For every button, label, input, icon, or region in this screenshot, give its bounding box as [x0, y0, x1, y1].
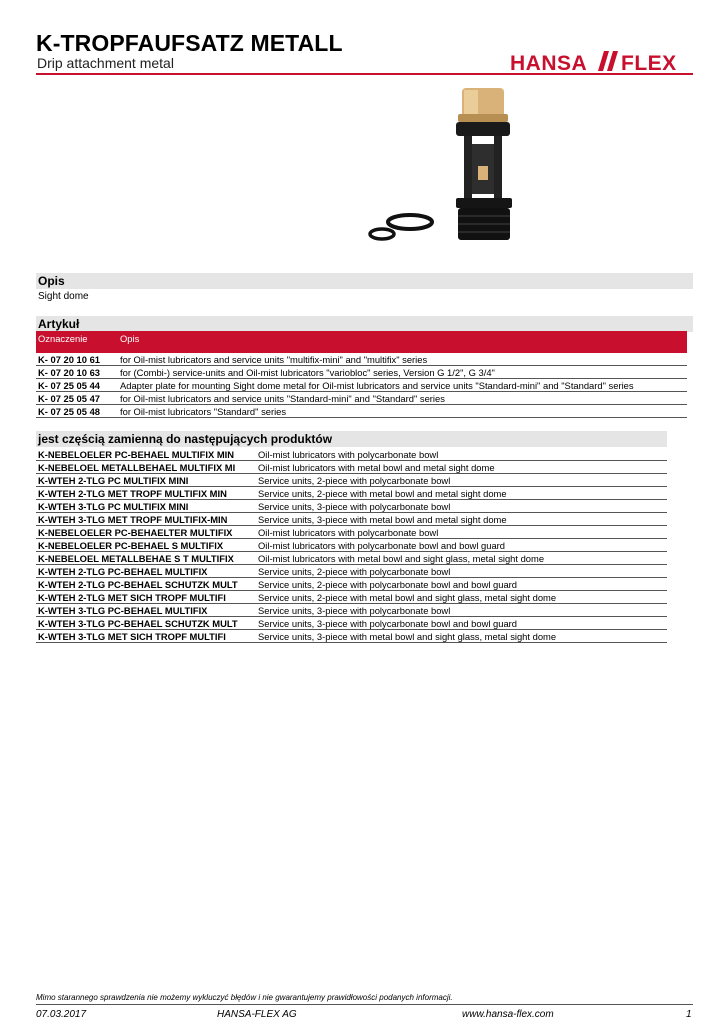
table-row: [36, 591, 667, 604]
part-code: K-NEBELOELER PC-BEHAELTER MULTIFIX: [36, 526, 256, 539]
part-code: K-WTEH 2-TLG PC-BEHAEL SCHUTZK MULT: [36, 578, 256, 591]
artykul-heading: Artykuł: [36, 316, 693, 332]
part-description: Service units, 3-piece with metal bowl and metal sight dome: [256, 513, 667, 526]
article-description: Adapter plate for mounting Sight dome metal for Oil-mist lubricators and service units "Standard-mini" and "Standard" series: [118, 379, 687, 392]
part-description: Oil-mist lubricators with polycarbonate bowl and bowl guard: [256, 539, 667, 552]
table-row: [36, 448, 667, 461]
footer-company: HANSA-FLEX AG: [217, 1009, 297, 1020]
part-code: K-WTEH 3-TLG MET SICH TROPF MULTIFI: [36, 630, 256, 643]
part-description: Oil-mist lubricators with polycarbonate bowl: [256, 526, 667, 539]
table-row: [36, 552, 667, 565]
part-code: K-NEBELOEL METALLBEHAEL MULTIFIX MI: [36, 461, 256, 474]
column-header-code: Oznaczenie: [36, 331, 118, 353]
part-code: K-WTEH 3-TLG PC-BEHAEL SCHUTZK MULT: [36, 617, 256, 630]
table-row: [36, 366, 687, 379]
svg-text:HANSA: HANSA: [510, 52, 588, 73]
part-code: K-NEBELOELER PC-BEHAEL S MULTIFIX: [36, 539, 256, 552]
column-header-description: Opis: [118, 331, 687, 353]
article-code: K- 07 25 05 47: [36, 392, 118, 405]
svg-text:FLEX: FLEX: [621, 52, 677, 73]
part-description: Service units, 2-piece with metal bowl and sight glass, metal sight dome: [256, 591, 667, 604]
article-code: K- 07 20 10 61: [36, 353, 118, 366]
article-table: [36, 331, 687, 418]
part-description: Service units, 3-piece with metal bowl and sight glass, metal sight dome: [256, 630, 667, 643]
table-row: [36, 487, 667, 500]
article-description: for Oil-mist lubricators and service units "Standard-mini" and "Standard" series: [118, 392, 687, 405]
footer-website[interactable]: www.hansa-flex.com: [462, 1009, 554, 1020]
article-description: for Oil-mist lubricators "Standard" series: [118, 405, 687, 418]
article-code: K- 07 25 05 48: [36, 405, 118, 418]
table-row: [36, 539, 667, 552]
table-row: [36, 405, 687, 418]
part-description: Service units, 3-piece with polycarbonate bowl: [256, 500, 667, 513]
footer-disclaimer: Mimo starannego sprawdzenia nie możemy wykluczyć błędów i nie gwarantujemy prawidłowości podanych informacji.: [36, 993, 453, 1002]
part-description: Service units, 3-piece with polycarbonate bowl and bowl guard: [256, 617, 667, 630]
page-title: K-TROPFAUFSATZ METALL: [36, 30, 343, 56]
part-code: K-WTEH 2-TLG MET TROPF MULTIFIX MIN: [36, 487, 256, 500]
footer-rule: [36, 1004, 693, 1005]
table-row: [36, 578, 667, 591]
part-code: K-WTEH 3-TLG PC-BEHAEL MULTIFIX: [36, 604, 256, 617]
part-description: Service units, 2-piece with polycarbonate bowl: [256, 565, 667, 578]
part-code: K-WTEH 2-TLG PC MULTIFIX MINI: [36, 474, 256, 487]
table-row: [36, 513, 667, 526]
drip-attachment-image: [360, 84, 540, 254]
part-description: Service units, 3-piece with polycarbonate bowl: [256, 604, 667, 617]
part-code: K-WTEH 3-TLG PC MULTIFIX MINI: [36, 500, 256, 513]
part-code: K-NEBELOELER PC-BEHAEL MULTIFIX MIN: [36, 448, 256, 461]
footer-page-number: 1: [686, 1009, 692, 1020]
table-row: [36, 474, 667, 487]
table-row: [36, 353, 687, 366]
part-description: Oil-mist lubricators with metal bowl and metal sight dome: [256, 461, 667, 474]
part-description: Service units, 2-piece with polycarbonate bowl and bowl guard: [256, 578, 667, 591]
part-code: K-WTEH 2-TLG PC-BEHAEL MULTIFIX: [36, 565, 256, 578]
title-rule: [36, 73, 693, 75]
article-code: K- 07 25 05 44: [36, 379, 118, 392]
table-row: [36, 379, 687, 392]
part-description: Service units, 2-piece with polycarbonate bowl: [256, 474, 667, 487]
article-description: for (Combi-) service-units and Oil-mist lubricators "variobloc" series, Version G 1/2", G 3/4": [118, 366, 687, 379]
part-code: K-NEBELOEL METALLBEHAE S T MULTIFIX: [36, 552, 256, 565]
table-row: [36, 461, 667, 474]
table-row: [36, 526, 667, 539]
part-code: K-WTEH 2-TLG MET SICH TROPF MULTIFI: [36, 591, 256, 604]
part-description: Oil-mist lubricators with metal bowl and sight glass, metal sight dome: [256, 552, 667, 565]
opis-heading: Opis: [36, 273, 693, 289]
article-code: K- 07 20 10 63: [36, 366, 118, 379]
parts-heading: jest częścią zamienną do następujących produktów: [36, 431, 667, 447]
table-row: [36, 565, 667, 578]
opis-text: Sight dome: [38, 291, 89, 302]
article-description: for Oil-mist lubricators and service units "multifix-mini" and "multifix" series: [118, 353, 687, 366]
hansa-flex-logo: [510, 49, 694, 73]
footer-date: 07.03.2017: [36, 1009, 87, 1020]
table-row: [36, 392, 687, 405]
table-row: [36, 604, 667, 617]
part-code: K-WTEH 3-TLG MET TROPF MULTIFIX-MIN: [36, 513, 256, 526]
table-row: [36, 500, 667, 513]
part-description: Service units, 2-piece with metal bowl and metal sight dome: [256, 487, 667, 500]
table-row: [36, 617, 667, 630]
parts-table: [36, 448, 667, 643]
page-subtitle: Drip attachment metal: [37, 55, 174, 71]
part-description: Oil-mist lubricators with polycarbonate bowl: [256, 448, 667, 461]
table-row: [36, 630, 667, 643]
